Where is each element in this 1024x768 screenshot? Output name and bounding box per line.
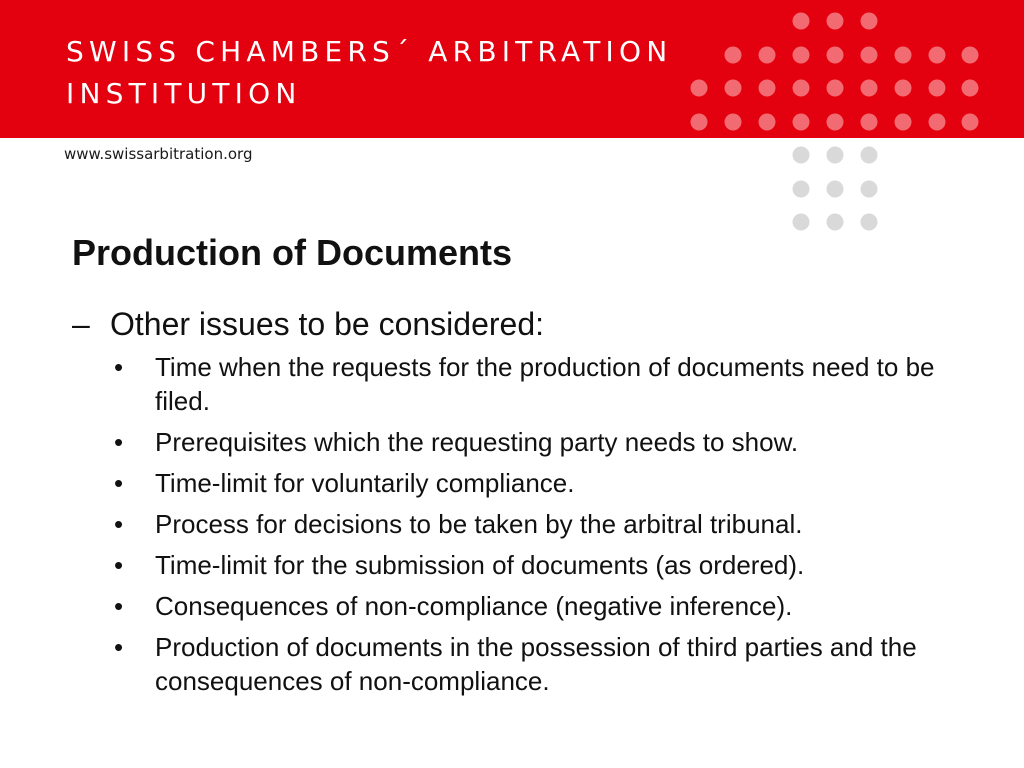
bullet-item — [110, 466, 980, 500]
bullet-text: Time-limit for the submission of documents (as ordered). — [155, 550, 805, 580]
subheading — [72, 305, 992, 343]
bullet-text: Time-limit for voluntarily compliance. — [155, 468, 575, 498]
website-url: www.swissarbitration.org — [64, 145, 253, 163]
bullet-list — [110, 350, 980, 705]
bullet-item — [110, 548, 980, 582]
bullet-text: Prerequisites which the requesting party needs to show. — [155, 427, 799, 457]
slide-title: Production of Documents — [72, 232, 512, 273]
header-band — [0, 0, 1024, 138]
bullet-marker: • — [114, 352, 124, 382]
bullet-text: Consequences of non-compliance (negative inference). — [155, 591, 793, 621]
organization-name-line-1: SWISS CHAMBERS´ ARBITRATION — [66, 35, 673, 68]
bullet-text: Production of documents in the possession of third parties and the consequences of non-compliance. — [155, 632, 917, 696]
bullet-marker: • — [114, 509, 124, 539]
decor-dot — [861, 214, 878, 231]
decor-dot — [793, 214, 810, 231]
bullet-marker: • — [114, 550, 124, 580]
decor-dot — [861, 181, 878, 198]
decor-dot — [827, 147, 844, 164]
bullet-marker: • — [114, 468, 124, 498]
decor-dot — [827, 181, 844, 198]
dash-marker: – — [72, 306, 90, 342]
decor-dot — [793, 181, 810, 198]
bullet-marker: • — [114, 632, 124, 662]
bullet-item — [110, 350, 980, 418]
bullet-item — [110, 589, 980, 623]
bullet-text: Time when the requests for the production of documents need to be filed. — [155, 352, 935, 416]
decor-dot — [861, 147, 878, 164]
decor-dot — [827, 214, 844, 231]
subheading-text: Other issues to be considered: — [110, 306, 545, 342]
organization-name-line-2: INSTITUTION — [66, 77, 302, 110]
bullet-marker: • — [114, 591, 124, 621]
bullet-text: Process for decisions to be taken by the arbitral tribunal. — [155, 509, 803, 539]
bullet-item — [110, 507, 980, 541]
bullet-item — [110, 425, 980, 459]
bullet-item — [110, 630, 980, 698]
decor-dot — [793, 147, 810, 164]
bullet-marker: • — [114, 427, 124, 457]
